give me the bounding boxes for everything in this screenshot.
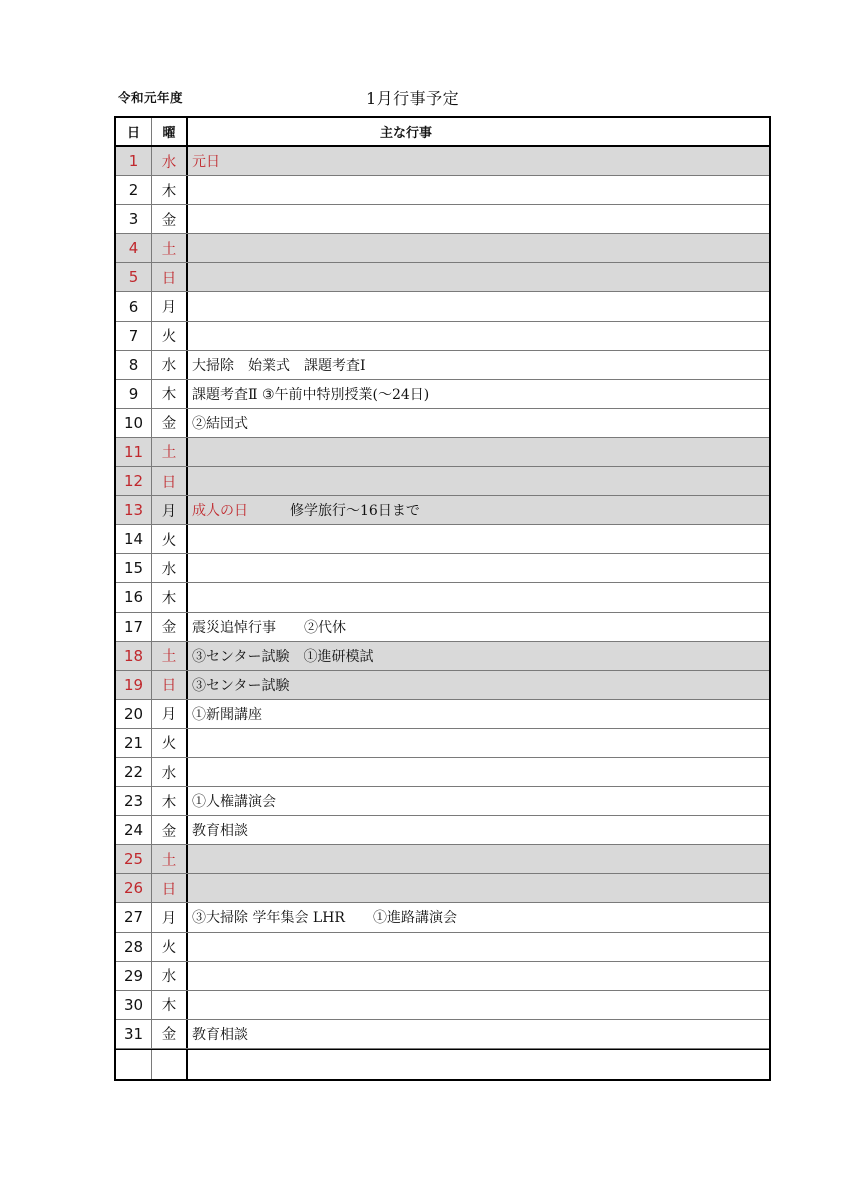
day-number: 8 bbox=[116, 351, 152, 379]
day-number: 24 bbox=[116, 816, 152, 844]
day-number: 20 bbox=[116, 700, 152, 728]
weekday-cell: 金 bbox=[152, 816, 188, 844]
table-row bbox=[116, 787, 769, 816]
weekday-cell: 日 bbox=[152, 467, 188, 495]
table-row bbox=[116, 234, 769, 263]
table-row bbox=[116, 438, 769, 467]
table-row bbox=[116, 613, 769, 642]
weekday-cell: 水 bbox=[152, 758, 188, 786]
weekday-cell: 水 bbox=[152, 554, 188, 582]
weekday-cell: 日 bbox=[152, 874, 188, 902]
table-row bbox=[116, 554, 769, 583]
events-cell bbox=[188, 729, 769, 757]
table-row bbox=[116, 962, 769, 991]
day-number: 13 bbox=[116, 496, 152, 524]
day-number: 17 bbox=[116, 613, 152, 641]
events-cell bbox=[188, 234, 769, 262]
day-number: 21 bbox=[116, 729, 152, 757]
weekday-cell: 木 bbox=[152, 787, 188, 815]
schedule-table bbox=[114, 116, 771, 1081]
events-cell bbox=[188, 409, 769, 437]
event-text: ①新聞講座 bbox=[192, 706, 262, 723]
column-header-day: 日 bbox=[116, 118, 152, 145]
event-text: 元日 bbox=[192, 154, 220, 171]
day-number: 2 bbox=[116, 176, 152, 204]
weekday-cell: 土 bbox=[152, 438, 188, 466]
event-text: 修学旅行～16日まで bbox=[248, 503, 420, 520]
table-row bbox=[116, 933, 769, 962]
footer-day-cell bbox=[116, 1050, 152, 1079]
event-text: 課題考査Ⅱ ③午前中特別授業(～24日) bbox=[192, 386, 430, 403]
events-cell bbox=[188, 583, 769, 611]
weekday-cell: 月 bbox=[152, 903, 188, 931]
events-cell bbox=[188, 263, 769, 291]
column-header-weekday: 曜 bbox=[152, 118, 188, 145]
events-cell bbox=[188, 525, 769, 553]
table-footer-row bbox=[116, 1049, 769, 1079]
event-text: ③センター試験 bbox=[192, 677, 290, 694]
weekday-cell: 金 bbox=[152, 1020, 188, 1048]
day-number: 4 bbox=[116, 234, 152, 262]
events-cell bbox=[188, 351, 769, 379]
weekday-cell: 金 bbox=[152, 205, 188, 233]
table-row bbox=[116, 525, 769, 554]
weekday-cell: 土 bbox=[152, 845, 188, 873]
day-number: 19 bbox=[116, 671, 152, 699]
table-row bbox=[116, 351, 769, 380]
events-cell bbox=[188, 147, 769, 175]
events-cell bbox=[188, 322, 769, 350]
day-number: 25 bbox=[116, 845, 152, 873]
event-text: 教育相談 bbox=[192, 823, 248, 840]
event-text: ②結団式 bbox=[192, 415, 248, 432]
table-row bbox=[116, 467, 769, 496]
day-number: 29 bbox=[116, 962, 152, 990]
fiscal-year-label: 令和元年度 bbox=[118, 90, 184, 105]
event-text: 大掃除 始業式 課題考査Ⅰ bbox=[192, 357, 366, 374]
weekday-cell: 水 bbox=[152, 147, 188, 175]
day-number: 6 bbox=[116, 292, 152, 320]
events-cell bbox=[188, 816, 769, 844]
table-row bbox=[116, 816, 769, 845]
day-number: 16 bbox=[116, 583, 152, 611]
table-row bbox=[116, 642, 769, 671]
events-cell bbox=[188, 380, 769, 408]
day-number: 3 bbox=[116, 205, 152, 233]
day-number: 11 bbox=[116, 438, 152, 466]
weekday-cell: 月 bbox=[152, 292, 188, 320]
events-cell bbox=[188, 671, 769, 699]
events-cell bbox=[188, 991, 769, 1019]
events-cell bbox=[188, 845, 769, 873]
weekday-cell: 木 bbox=[152, 583, 188, 611]
table-row bbox=[116, 671, 769, 700]
events-cell bbox=[188, 176, 769, 204]
table-row bbox=[116, 583, 769, 612]
day-number: 31 bbox=[116, 1020, 152, 1048]
day-number: 28 bbox=[116, 933, 152, 961]
events-cell bbox=[188, 700, 769, 728]
events-cell bbox=[188, 787, 769, 815]
event-text: 震災追悼行事 ②代休 bbox=[192, 619, 346, 636]
column-header-events: 主な行事 bbox=[380, 126, 433, 141]
weekday-cell: 日 bbox=[152, 671, 188, 699]
table-row bbox=[116, 729, 769, 758]
day-number: 27 bbox=[116, 903, 152, 931]
table-row bbox=[116, 845, 769, 874]
events-cell bbox=[188, 554, 769, 582]
events-cell bbox=[188, 962, 769, 990]
events-cell bbox=[188, 903, 769, 931]
weekday-cell: 金 bbox=[152, 613, 188, 641]
weekday-cell: 水 bbox=[152, 351, 188, 379]
day-number: 22 bbox=[116, 758, 152, 786]
weekday-cell: 木 bbox=[152, 176, 188, 204]
day-number: 15 bbox=[116, 554, 152, 582]
events-cell bbox=[188, 642, 769, 670]
day-number: 9 bbox=[116, 380, 152, 408]
footer-events-cell bbox=[188, 1050, 769, 1079]
table-row bbox=[116, 263, 769, 292]
events-cell bbox=[188, 292, 769, 320]
day-number: 30 bbox=[116, 991, 152, 1019]
day-number: 5 bbox=[116, 263, 152, 291]
table-row bbox=[116, 176, 769, 205]
events-cell bbox=[188, 467, 769, 495]
event-text: 教育相談 bbox=[192, 1026, 248, 1043]
events-cell bbox=[188, 205, 769, 233]
table-row bbox=[116, 991, 769, 1020]
table-row bbox=[116, 903, 769, 932]
weekday-cell: 土 bbox=[152, 234, 188, 262]
day-number: 18 bbox=[116, 642, 152, 670]
event-text: ③センター試験 ①進研模試 bbox=[192, 648, 374, 665]
weekday-cell: 火 bbox=[152, 525, 188, 553]
table-row bbox=[116, 874, 769, 903]
weekday-cell: 火 bbox=[152, 322, 188, 350]
weekday-cell: 月 bbox=[152, 496, 188, 524]
day-number: 7 bbox=[116, 322, 152, 350]
weekday-cell: 木 bbox=[152, 991, 188, 1019]
events-cell bbox=[188, 874, 769, 902]
table-header-row bbox=[116, 118, 769, 147]
day-number: 1 bbox=[116, 147, 152, 175]
day-number: 26 bbox=[116, 874, 152, 902]
footer-weekday-cell bbox=[152, 1050, 188, 1079]
weekday-cell: 木 bbox=[152, 380, 188, 408]
events-cell bbox=[188, 613, 769, 641]
page-title: 1月行事予定 bbox=[366, 89, 460, 108]
weekday-cell: 火 bbox=[152, 933, 188, 961]
table-row bbox=[116, 409, 769, 438]
day-number: 14 bbox=[116, 525, 152, 553]
weekday-cell: 火 bbox=[152, 729, 188, 757]
weekday-cell: 月 bbox=[152, 700, 188, 728]
events-cell bbox=[188, 758, 769, 786]
table-row bbox=[116, 1020, 769, 1049]
event-text: ①人権講演会 bbox=[192, 794, 276, 811]
weekday-cell: 水 bbox=[152, 962, 188, 990]
event-text: ③大掃除 学年集会 LHR ①進路講演会 bbox=[192, 910, 457, 927]
event-text: 成人の日 bbox=[192, 503, 248, 520]
weekday-cell: 日 bbox=[152, 263, 188, 291]
table-row bbox=[116, 322, 769, 351]
events-cell bbox=[188, 933, 769, 961]
table-row bbox=[116, 758, 769, 787]
table-row bbox=[116, 496, 769, 525]
day-number: 23 bbox=[116, 787, 152, 815]
table-row bbox=[116, 147, 769, 176]
events-cell bbox=[188, 496, 769, 524]
events-cell bbox=[188, 1020, 769, 1048]
table-row bbox=[116, 292, 769, 321]
events-cell bbox=[188, 438, 769, 466]
table-row bbox=[116, 205, 769, 234]
weekday-cell: 土 bbox=[152, 642, 188, 670]
table-row bbox=[116, 380, 769, 409]
table-row bbox=[116, 700, 769, 729]
weekday-cell: 金 bbox=[152, 409, 188, 437]
table-body bbox=[116, 147, 769, 1049]
day-number: 12 bbox=[116, 467, 152, 495]
day-number: 10 bbox=[116, 409, 152, 437]
